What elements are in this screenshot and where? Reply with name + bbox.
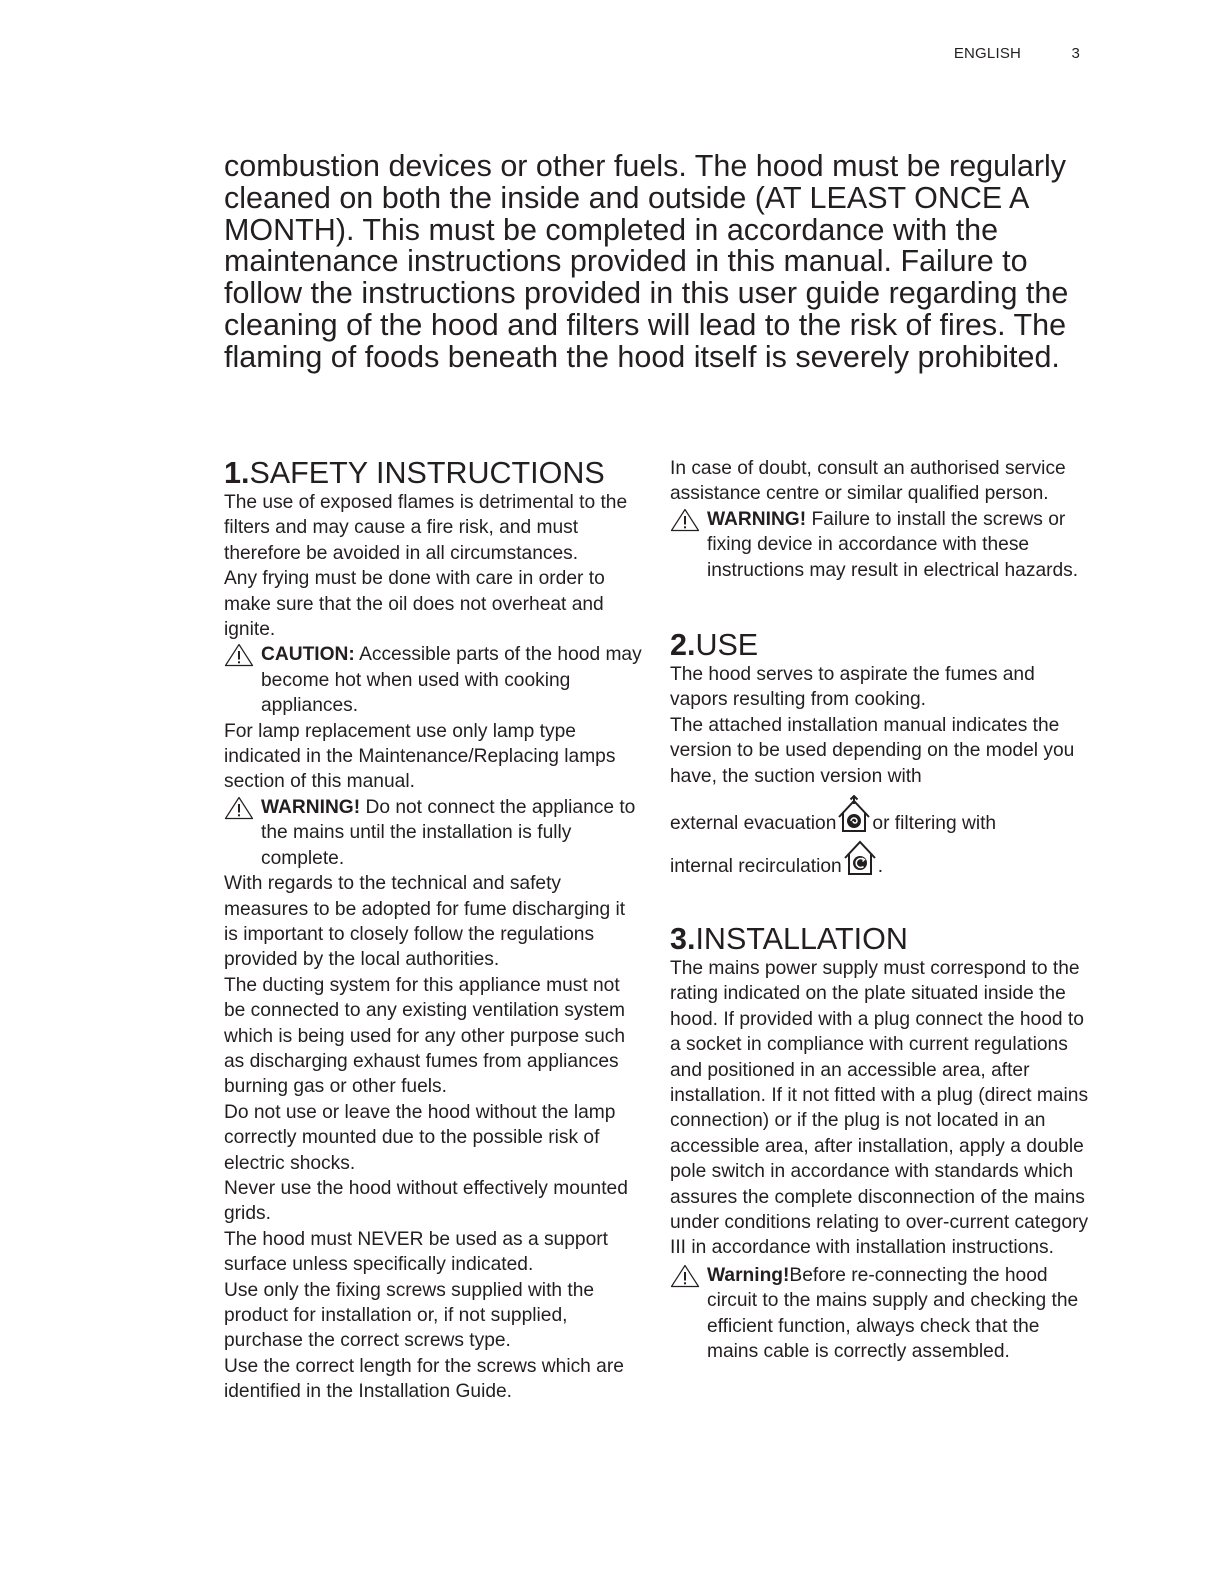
right-column [670, 456, 1090, 1364]
warning-text: Do not connect the appliance to the mains until the installation is fully complete. [261, 796, 636, 869]
safety-paragraph: Use only the fixing screws supplied with the product for installation or, if not supplied, purchase the correct screws type. [224, 1279, 595, 1352]
warning-notice [224, 795, 644, 871]
warning-notice [670, 1263, 1090, 1365]
use-paragraph: external evacuation or filtering with [670, 795, 1090, 836]
safety-paragraph: Do not use or leave the hood without the lamp correctly mounted due to the possible risk of electric shocks. [224, 1101, 616, 1174]
safety-paragraph: In case of doubt, consult an authorised service assistance centre or similar qualified person. [670, 458, 1066, 505]
left-column [224, 456, 644, 1405]
safety-paragraph: The ducting system for this appliance must not be connected to any existing ventilation system which is being used for any other purpose such as discharging exhaust fumes from appliances burning gas or other fuels. [224, 974, 626, 1098]
safety-paragraph: The hood must NEVER be used as a support surface unless specifically indicated. [224, 1228, 608, 1276]
caution-notice [224, 642, 644, 718]
warning-notice [670, 507, 1090, 583]
use-paragraph: internal recirculation . [670, 838, 1090, 879]
warning-triangle-icon [670, 508, 700, 532]
warning-label: WARNING! [707, 508, 807, 530]
section-title-use: 2.USE [670, 628, 759, 663]
warning-triangle-icon [224, 796, 254, 820]
safety-paragraph: With regards to the technical and safety measures to be adopted for fume discharging it is important to closely follow the regulations provided by the local authorities. [224, 873, 626, 971]
intro-text [224, 151, 1104, 374]
internal-recirculation-icon [842, 838, 878, 878]
section-title-installation: 3.INSTALLATION [670, 921, 908, 956]
safety-paragraph: The use of exposed flames is detrimental to the filters and may cause a fire risk, and must therefore be avoided in all circumstances. [224, 492, 628, 564]
caution-text: Accessible parts of the hood may become hot when used with cooking appliances. [261, 644, 642, 717]
page-header [954, 45, 1080, 62]
page-number: 3 [1071, 45, 1080, 62]
warning-label: WARNING! [261, 796, 361, 818]
warning-triangle-icon [670, 1264, 700, 1288]
safety-paragraph: Any frying must be done with care in order to make sure that the oil does not overheat and ignite. [224, 568, 605, 641]
installation-paragraph: The mains power supply must correspond to the rating indicated on the plate situated inside the hood. If provided with a plug connect the hood to a socket in compliance with current regulations and positioned in an accessible area, after installation. If it not fitted with a plug (direct mains connection) or if the plug is not located in an accessible area, after installation, apply a double pole switch in accordance with standards which assures the complete disconnection of the mains under conditions relating to over-current category III in accordance with installation instructions. [670, 957, 1089, 1259]
intro-paragraph: combustion devices or other fuels. The hood must be regularly cleaned on both the inside and outside (AT LEAST ONCE A MONTH). This must be completed in accordance with the maintenance instructions provided in this manual. Failure to follow the instructions provided in this user guide regarding the cleaning of the hood and filters will lead to the risk of fires. The flaming of foods beneath the hood itself is severely prohibited. [224, 149, 1069, 374]
header-language: ENGLISH [953, 45, 1022, 62]
warning-text: Before re-connecting the hood circuit to the mains supply and checking the efficient function, always check that the mains cable is correctly assembled. [707, 1264, 1079, 1362]
safety-paragraph: For lamp replacement use only lamp type indicated in the Maintenance/Replacing lamps section of this manual. [224, 720, 616, 793]
warning-triangle-icon [224, 643, 254, 667]
safety-paragraph: Never use the hood without effectively mounted grids. [224, 1177, 628, 1225]
caution-label: CAUTION: [261, 644, 355, 666]
safety-paragraph: Use the correct length for the screws which are identified in the Installation Guide. [224, 1355, 624, 1403]
warning-text: Failure to install the screws or fixing device in accordance with these instructions may result in electrical hazards. [707, 508, 1079, 581]
use-paragraph: The attached installation manual indicates the version to be used depending on the model you have, the suction version with [670, 714, 1075, 787]
warning-label: Warning! [707, 1264, 790, 1286]
section-title-safety: 1.SAFETY INSTRUCTIONS [224, 456, 605, 490]
use-paragraph: The hood serves to aspirate the fumes and vapors resulting from cooking. [670, 664, 1035, 711]
external-evacuation-icon [836, 795, 872, 835]
